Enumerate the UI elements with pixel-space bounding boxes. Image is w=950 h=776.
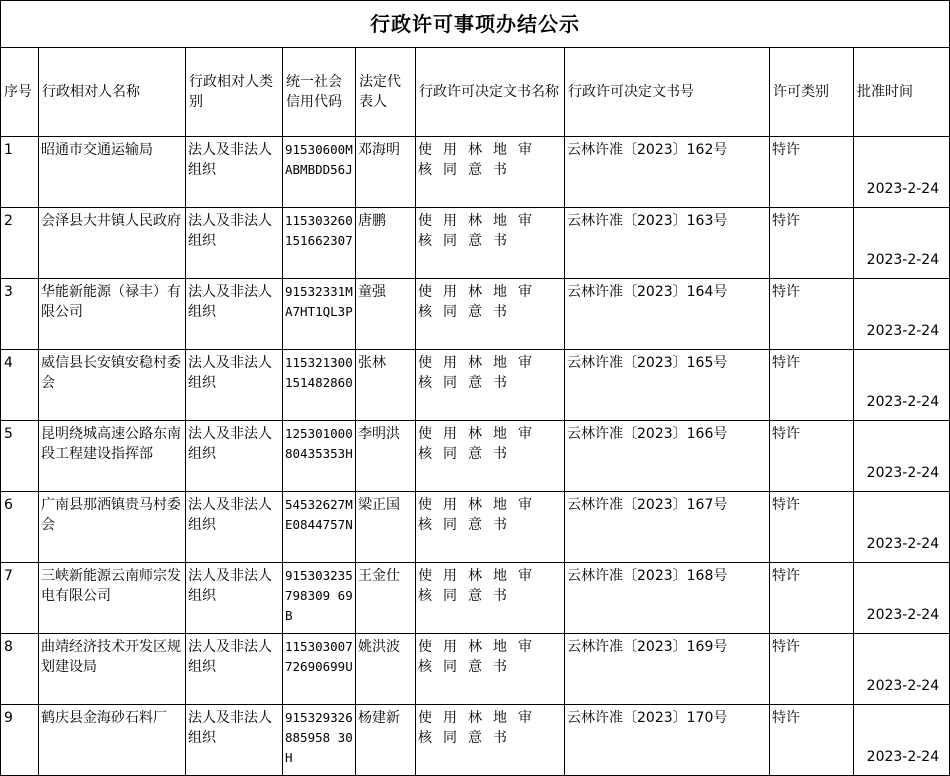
cell-approval-date: 2023-2-24 xyxy=(854,492,950,563)
cell-category: 法人及非法人组织 xyxy=(186,421,283,492)
cell-permit-type: 特许 xyxy=(770,563,854,634)
cell-seq: 6 xyxy=(1,492,39,563)
cell-permit-type: 特许 xyxy=(770,421,854,492)
cell-decision-name: 使用林地审核同意书 xyxy=(416,137,565,208)
cell-category: 法人及非法人组织 xyxy=(186,492,283,563)
header-decision-name: 行政许可决定文书名称 xyxy=(416,48,565,137)
cell-decision-name: 使用林地审核同意书 xyxy=(416,563,565,634)
cell-credit-code: 54532627ME0844757N xyxy=(283,492,356,563)
cell-permit-type: 特许 xyxy=(770,208,854,279)
cell-seq: 4 xyxy=(1,350,39,421)
cell-name: 鹤庆县金海砂石料厂 xyxy=(39,705,186,776)
cell-name: 昭通市交通运输局 xyxy=(39,137,186,208)
cell-seq: 9 xyxy=(1,705,39,776)
cell-category: 法人及非法人组织 xyxy=(186,208,283,279)
cell-name: 曲靖经济技术开发区规划建设局 xyxy=(39,634,186,705)
cell-legal-rep: 梁正国 xyxy=(356,492,416,563)
cell-decision-name: 使用林地审核同意书 xyxy=(416,421,565,492)
cell-seq: 1 xyxy=(1,137,39,208)
cell-decision-no: 云林许准〔2023〕168号 xyxy=(565,563,770,634)
page-title: 行政许可事项办结公示 xyxy=(1,1,950,48)
cell-legal-rep: 邓海明 xyxy=(356,137,416,208)
cell-decision-no: 云林许准〔2023〕169号 xyxy=(565,634,770,705)
cell-decision-name: 使用林地审核同意书 xyxy=(416,634,565,705)
table-row xyxy=(1,705,950,776)
cell-approval-date: 2023-2-24 xyxy=(854,705,950,776)
cell-seq: 3 xyxy=(1,279,39,350)
cell-decision-name: 使用林地审核同意书 xyxy=(416,208,565,279)
cell-category: 法人及非法人组织 xyxy=(186,137,283,208)
header-row xyxy=(1,48,950,137)
cell-decision-name: 使用林地审核同意书 xyxy=(416,492,565,563)
cell-permit-type: 特许 xyxy=(770,137,854,208)
cell-decision-no: 云林许准〔2023〕164号 xyxy=(565,279,770,350)
header-decision-no: 行政许可决定文书号 xyxy=(565,48,770,137)
header-legal-rep: 法定代表人 xyxy=(356,48,416,137)
cell-permit-type: 特许 xyxy=(770,279,854,350)
cell-category: 法人及非法人组织 xyxy=(186,350,283,421)
cell-permit-type: 特许 xyxy=(770,634,854,705)
cell-name: 三峡新能源云南师宗发电有限公司 xyxy=(39,563,186,634)
cell-decision-name: 使用林地审核同意书 xyxy=(416,705,565,776)
cell-category: 法人及非法人组织 xyxy=(186,279,283,350)
cell-name: 会泽县大井镇人民政府 xyxy=(39,208,186,279)
header-permit-type: 许可类别 xyxy=(770,48,854,137)
cell-approval-date: 2023-2-24 xyxy=(854,421,950,492)
cell-decision-no: 云林许准〔2023〕162号 xyxy=(565,137,770,208)
cell-decision-name: 使用林地审核同意书 xyxy=(416,279,565,350)
cell-permit-type: 特许 xyxy=(770,705,854,776)
cell-legal-rep: 王金仕 xyxy=(356,563,416,634)
cell-seq: 7 xyxy=(1,563,39,634)
cell-decision-no: 云林许准〔2023〕170号 xyxy=(565,705,770,776)
cell-name: 昆明绕城高速公路东南段工程建设指挥部 xyxy=(39,421,186,492)
cell-credit-code: 915303235798309 69B xyxy=(283,563,356,634)
cell-credit-code: 115321300151482860 xyxy=(283,350,356,421)
cell-decision-no: 云林许准〔2023〕165号 xyxy=(565,350,770,421)
table-row xyxy=(1,208,950,279)
header-credit-code: 统一社会信用代码 xyxy=(283,48,356,137)
cell-name: 威信县长安镇安稳村委会 xyxy=(39,350,186,421)
cell-credit-code: 12530100080435353H xyxy=(283,421,356,492)
table-row xyxy=(1,137,950,208)
cell-seq: 8 xyxy=(1,634,39,705)
table-row xyxy=(1,634,950,705)
cell-category: 法人及非法人组织 xyxy=(186,563,283,634)
cell-credit-code: 91532331MA7HT1QL3P xyxy=(283,279,356,350)
table-row xyxy=(1,279,950,350)
cell-credit-code: 91530600MABMBDD56J xyxy=(283,137,356,208)
cell-approval-date: 2023-2-24 xyxy=(854,563,950,634)
cell-legal-rep: 李明洪 xyxy=(356,421,416,492)
header-approval-date: 批准时间 xyxy=(854,48,950,137)
cell-approval-date: 2023-2-24 xyxy=(854,350,950,421)
cell-decision-no: 云林许准〔2023〕163号 xyxy=(565,208,770,279)
cell-category: 法人及非法人组织 xyxy=(186,634,283,705)
cell-decision-no: 云林许准〔2023〕166号 xyxy=(565,421,770,492)
cell-legal-rep: 童强 xyxy=(356,279,416,350)
table-row xyxy=(1,492,950,563)
table-row xyxy=(1,350,950,421)
cell-permit-type: 特许 xyxy=(770,492,854,563)
table-row xyxy=(1,421,950,492)
cell-decision-no: 云林许准〔2023〕167号 xyxy=(565,492,770,563)
cell-credit-code: 115303260151662307 xyxy=(283,208,356,279)
cell-approval-date: 2023-2-24 xyxy=(854,137,950,208)
cell-category: 法人及非法人组织 xyxy=(186,705,283,776)
cell-seq: 2 xyxy=(1,208,39,279)
cell-permit-type: 特许 xyxy=(770,350,854,421)
cell-legal-rep: 姚洪波 xyxy=(356,634,416,705)
cell-name: 广南县那洒镇贵马村委会 xyxy=(39,492,186,563)
cell-credit-code: 915329326885958 30H xyxy=(283,705,356,776)
cell-legal-rep: 唐鹏 xyxy=(356,208,416,279)
header-seq: 序号 xyxy=(1,48,39,137)
cell-legal-rep: 杨建新 xyxy=(356,705,416,776)
cell-credit-code: 11530300772690699U xyxy=(283,634,356,705)
cell-decision-name: 使用林地审核同意书 xyxy=(416,350,565,421)
cell-seq: 5 xyxy=(1,421,39,492)
cell-approval-date: 2023-2-24 xyxy=(854,279,950,350)
cell-legal-rep: 张林 xyxy=(356,350,416,421)
cell-approval-date: 2023-2-24 xyxy=(854,634,950,705)
header-category: 行政相对人类别 xyxy=(186,48,283,137)
header-name: 行政相对人名称 xyxy=(39,48,186,137)
table-row xyxy=(1,563,950,634)
cell-approval-date: 2023-2-24 xyxy=(854,208,950,279)
cell-name: 华能新能源（禄丰）有限公司 xyxy=(39,279,186,350)
